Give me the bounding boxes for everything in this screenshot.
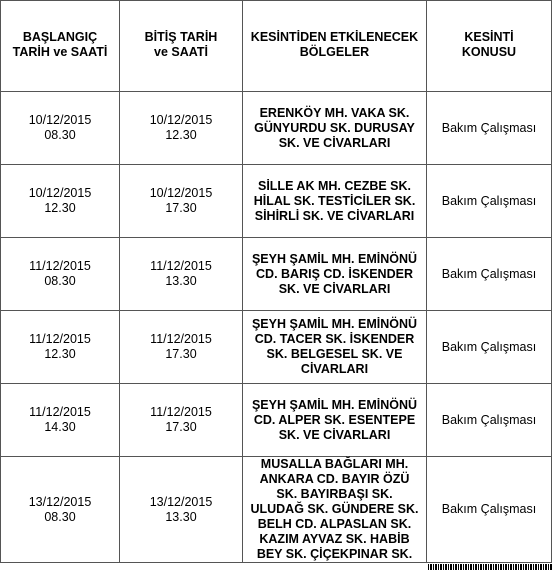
start-time: 08.30 bbox=[44, 274, 76, 288]
header-end-line-2: ve SAATİ bbox=[154, 45, 208, 59]
start-cell bbox=[1, 384, 120, 457]
start-time: 12.30 bbox=[44, 201, 76, 215]
start-time: 08.30 bbox=[44, 509, 76, 524]
region-line: ULUDAĞ SK. GÜNDERE SK. bbox=[250, 502, 419, 516]
end-date: 10/12/2015 bbox=[149, 186, 213, 200]
header-region-line-1: KESİNTİDEN ETKİLENECEK bbox=[250, 30, 419, 44]
topic-cell: Bakım Çalışması bbox=[427, 165, 552, 238]
region-line: CD. TACER SK. İSKENDER bbox=[254, 332, 415, 346]
region-cell bbox=[243, 384, 427, 457]
header-topic-line-1: KESİNTİ bbox=[464, 30, 514, 44]
header-row bbox=[1, 1, 552, 92]
topic-cell: Bakım Çalışması bbox=[427, 238, 552, 311]
end-time: 12.30 bbox=[165, 128, 197, 142]
region-line: ŞEYH ŞAMİL MH. EMİNÖNÜ bbox=[251, 317, 418, 331]
topic-cell: Bakım Çalışması bbox=[427, 311, 552, 384]
region-line: BELH CD. ALPASLAN SK. bbox=[257, 517, 412, 531]
region-cell bbox=[243, 311, 427, 384]
start-date: 11/12/2015 bbox=[29, 332, 91, 346]
start-date: 11/12/2015 bbox=[29, 405, 91, 419]
header-region bbox=[243, 1, 427, 92]
end-cell bbox=[120, 92, 243, 165]
end-cell bbox=[120, 384, 243, 457]
region-line: CD. ALPER SK. ESENTEPE bbox=[253, 412, 416, 427]
region-line: SK. BELGESEL SK. VE bbox=[266, 347, 403, 361]
table-row bbox=[1, 238, 552, 311]
region-line: MUSALLA BAĞLARI MH. bbox=[260, 457, 409, 471]
region-line: HİLAL SK. TESTİCİLER SK. bbox=[253, 193, 416, 208]
barcode-strip bbox=[428, 564, 553, 570]
region-line: SK. VE CİVARLARI bbox=[278, 281, 391, 296]
region-line: CİVARLARI bbox=[300, 362, 369, 376]
start-date: 11/12/2015 bbox=[29, 259, 91, 273]
header-start bbox=[1, 1, 120, 92]
region-line: GÜNYURDU SK. DURUSAY bbox=[254, 120, 415, 135]
table-row bbox=[1, 165, 552, 238]
start-cell bbox=[1, 165, 120, 238]
end-cell bbox=[120, 165, 243, 238]
region-cell bbox=[243, 457, 427, 563]
header-start-line-2: TARİH ve SAATİ bbox=[12, 45, 108, 59]
region-line: SK. BAYIRBAŞI SK. bbox=[276, 487, 393, 501]
header-region-line-2: BÖLGELER bbox=[299, 45, 370, 59]
region-cell bbox=[243, 165, 427, 238]
start-cell bbox=[1, 238, 120, 311]
region-line: BEY SK. ÇİÇEKPINAR SK. bbox=[256, 547, 413, 561]
start-date: 13/12/2015 bbox=[28, 494, 92, 509]
region-line: ŞEYH ŞAMİL MH. EMİNÖNÜ bbox=[251, 251, 418, 266]
topic-cell: Bakım Çalışması bbox=[427, 384, 552, 457]
start-date: 10/12/2015 bbox=[28, 186, 92, 200]
header-end bbox=[120, 1, 243, 92]
table-row bbox=[1, 92, 552, 165]
end-cell bbox=[120, 311, 243, 384]
table-row bbox=[1, 457, 552, 563]
header-topic bbox=[427, 1, 552, 92]
table-row bbox=[1, 311, 552, 384]
region-cell bbox=[243, 92, 427, 165]
topic-cell: Bakım Çalışması bbox=[427, 457, 552, 563]
end-time: 13.30 bbox=[165, 509, 197, 524]
end-date: 10/12/2015 bbox=[149, 113, 213, 127]
end-date: 13/12/2015 bbox=[149, 494, 213, 509]
start-time: 08.30 bbox=[44, 128, 76, 142]
end-date: 11/12/2015 bbox=[150, 332, 212, 346]
start-date: 10/12/2015 bbox=[28, 113, 92, 127]
end-time: 17.30 bbox=[165, 201, 197, 215]
start-cell bbox=[1, 457, 120, 563]
table-row bbox=[1, 384, 552, 457]
header-end-line-1: BİTİŞ TARİH bbox=[144, 30, 218, 44]
region-line: KAZIM AYVAZ SK. HABİB bbox=[259, 532, 410, 546]
region-line: ERENKÖY MH. VAKA SK. bbox=[259, 105, 410, 120]
start-cell bbox=[1, 92, 120, 165]
start-cell bbox=[1, 311, 120, 384]
region-line: CD. BARIŞ CD. İSKENDER bbox=[256, 266, 413, 281]
end-date: 11/12/2015 bbox=[150, 259, 212, 273]
end-time: 13.30 bbox=[165, 274, 197, 288]
region-line: SİLLE AK MH. CEZBE SK. bbox=[257, 178, 411, 193]
region-line: SİHİRLİ SK. VE CİVARLARI bbox=[254, 208, 415, 223]
region-line: SK. VE CİVARLARI bbox=[278, 135, 391, 150]
region-line: SK. VE CİVARLARI bbox=[278, 427, 391, 442]
end-date: 11/12/2015 bbox=[150, 405, 212, 419]
header-topic-line-2: KONUSU bbox=[461, 45, 517, 59]
region-line: ANKARA CD. BAYIR ÖZÜ bbox=[259, 472, 410, 486]
header-start-line-1: BAŞLANGIÇ bbox=[22, 30, 98, 44]
end-cell bbox=[120, 457, 243, 563]
region-cell bbox=[243, 238, 427, 311]
end-cell bbox=[120, 238, 243, 311]
topic-cell: Bakım Çalışması bbox=[427, 92, 552, 165]
end-time: 17.30 bbox=[165, 420, 197, 434]
end-time: 17.30 bbox=[165, 347, 197, 361]
start-time: 14.30 bbox=[44, 420, 76, 434]
start-time: 12.30 bbox=[44, 347, 76, 361]
region-line: ŞEYH ŞAMİL MH. EMİNÖNÜ bbox=[251, 397, 418, 412]
